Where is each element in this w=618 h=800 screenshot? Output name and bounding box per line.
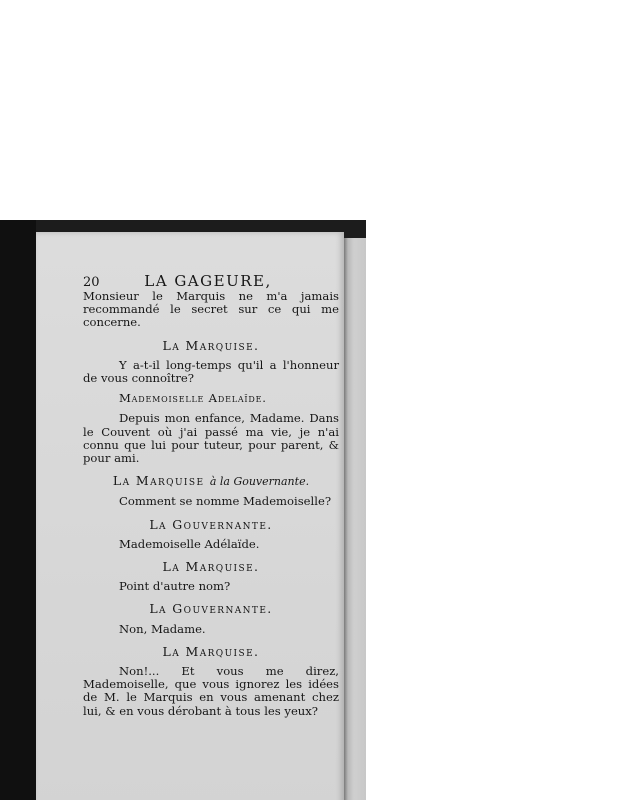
text-line: Non, Madame. bbox=[119, 621, 206, 636]
text-line: Non!... Et vous me direz, Mademoiselle, que vous ignorez les idées de M. le Marquis en vous amenant chez lui, & en vous dérobant à tous les yeux? bbox=[83, 664, 339, 718]
page-number: 20 bbox=[83, 275, 100, 290]
speaker-name: La Gouvernante. bbox=[149, 601, 273, 617]
text-line: Y a-t-il long-temps qu'il a l'honneur de vous connoître? bbox=[83, 357, 339, 386]
text-line: Monsieur le Marquis ne m'a jamais recommandé le secret sur ce qui me concerne. bbox=[83, 289, 339, 330]
running-title: LA GAGEURE, bbox=[144, 272, 272, 290]
speaker-name: La Marquise. bbox=[162, 559, 260, 575]
stage-direction: à la Gouvernante. bbox=[209, 475, 310, 489]
scan-left-border bbox=[0, 220, 36, 800]
page-text bbox=[83, 290, 339, 718]
scanned-page-area bbox=[0, 220, 366, 800]
speaker-name: La Marquise. bbox=[162, 643, 260, 659]
book-page bbox=[36, 232, 344, 800]
speaker-name: La Gouvernante. bbox=[149, 516, 273, 532]
speaker-name: La Marquise bbox=[112, 473, 205, 489]
text-line: Comment se nomme Mademoiselle? bbox=[119, 494, 332, 509]
facing-page-edge bbox=[344, 238, 366, 800]
speaker-name: La Marquise. bbox=[162, 337, 260, 353]
text-line: Depuis mon enfance, Madame. Dans le Couvent où j'ai passé ma vie, je n'ai connu que lui pour tuteur, pour parent, & pour ami. bbox=[83, 411, 339, 466]
text-line: Mademoiselle Adélaïde. bbox=[119, 536, 260, 551]
speaker-with-direction bbox=[83, 474, 339, 488]
text-line: Point d'autre nom? bbox=[119, 579, 231, 594]
speaker-name: Mademoiselle Adelaïde. bbox=[119, 391, 267, 406]
